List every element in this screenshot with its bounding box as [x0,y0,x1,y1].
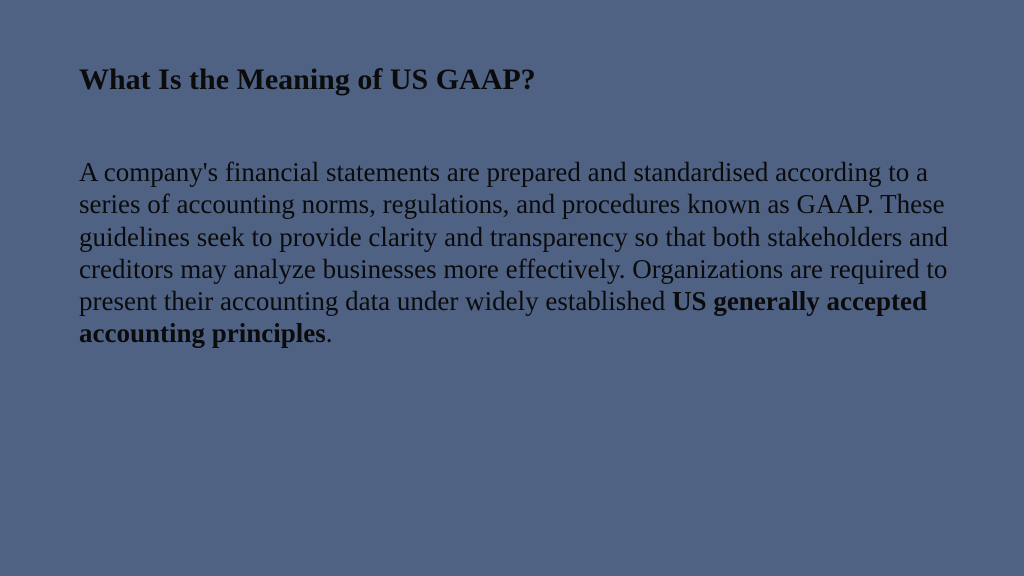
bold-term: US generally accepted accounting principles [79,286,928,349]
body-paragraph [79,156,949,350]
slide-title: What Is the Meaning of US GAAP? [79,63,536,96]
paragraph-end-punctuation: . [325,318,333,349]
paragraph-text: A company's financial statements are prepared and standardised according to a series of accounting norms, regulations, and procedures known as GAAP. These guidelines seek to provide clarity and transparency so that both stakeholders and creditors may analyze businesses more effectively. Organizations are required to present their accounting data under widely established [79,157,948,317]
